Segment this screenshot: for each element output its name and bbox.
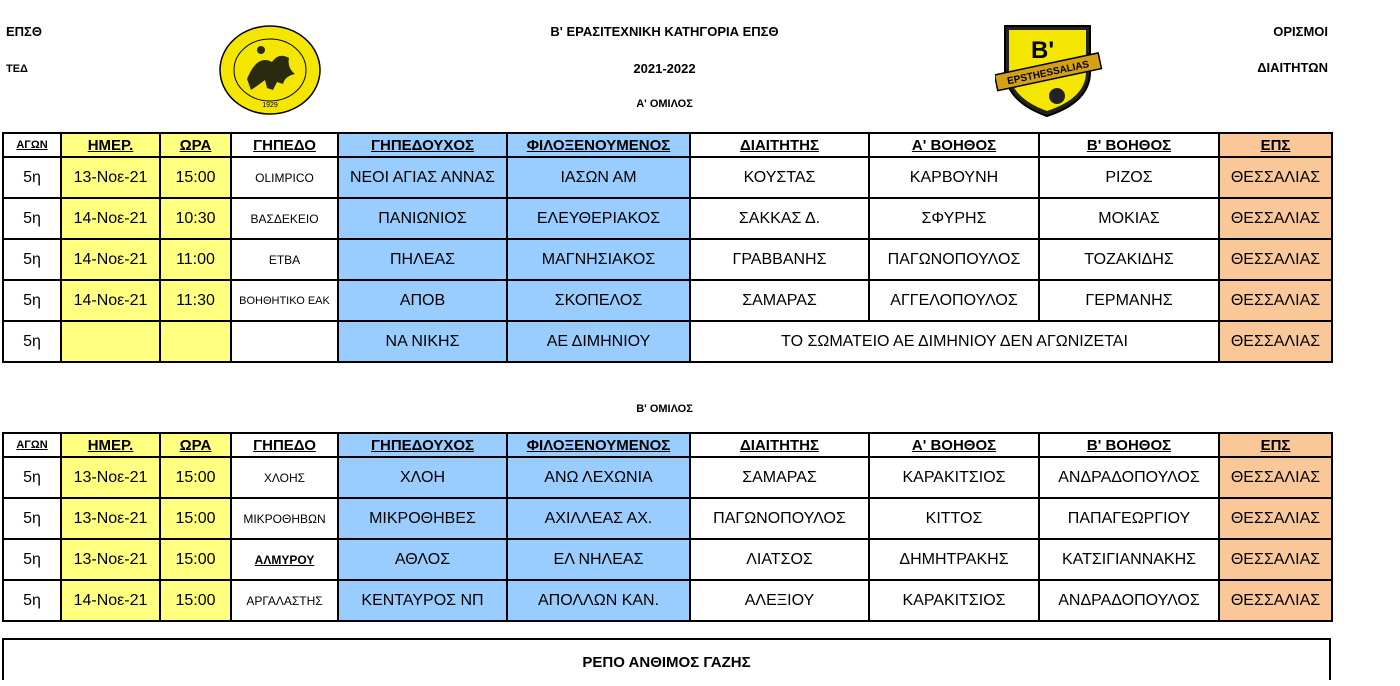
date-cell: 14-Νοε-21 <box>61 580 160 621</box>
date-cell: 13-Νοε-21 <box>61 498 160 539</box>
referees-label: ΔΙΑΙΤΗΤΩΝ <box>1257 60 1328 75</box>
col-header-away: ΦΙΛΟΞΕΝΟΥΜΕΝΟΣ <box>507 433 690 457</box>
assistant2-cell: ΚΑΤΣΙΓΙΑΝΝΑΚΗΣ <box>1039 539 1219 580</box>
col-header-date: ΗΜΕΡ. <box>61 433 160 457</box>
eps-cell: ΘΕΣΣΑΛΙΑΣ <box>1219 198 1332 239</box>
page-title: Β' ΕΡΑΣΙΤΕΧΝΙΚΗ ΚΑΤΗΓΟΡΙΑ ΕΠΣΘ <box>550 24 779 39</box>
assistant1-cell: ΔΗΜΗΤΡΑΚΗΣ <box>869 539 1039 580</box>
table-row <box>3 580 1332 621</box>
venue-cell: OLIMPICO <box>231 157 338 198</box>
venue-cell: ΒΑΣΔΕΚΕΙΟ <box>231 198 338 239</box>
season-label: 2021-2022 <box>633 61 696 76</box>
referee-cell: ΓΡΑΒΒΑΝΗΣ <box>690 239 869 280</box>
table-header-row <box>3 433 1332 457</box>
eps-cell: ΘΕΣΣΑΛΙΑΣ <box>1219 280 1332 321</box>
table-row <box>3 539 1332 580</box>
col-header-time: ΩΡΑ <box>160 433 231 457</box>
date-cell: 14-Νοε-21 <box>61 198 160 239</box>
time-cell-empty <box>160 321 231 362</box>
home-team-cell: ΑΠΟΒ <box>338 280 507 321</box>
col-header-away: ΦΙΛΟΞΕΝΟΥΜΕΝΟΣ <box>507 133 690 157</box>
assistant2-cell: ΑΝΔΡΑΔΟΠΟΥΛΟΣ <box>1039 457 1219 498</box>
col-header-round: ΑΓΩΝ <box>3 433 61 457</box>
col-header-home: ΓΗΠΕΔΟΥΧΟΣ <box>338 433 507 457</box>
round-cell: 5η <box>3 457 61 498</box>
date-cell-empty <box>61 321 160 362</box>
time-cell: 15:00 <box>160 539 231 580</box>
venue-cell: ΑΡΓΑΛΑΣΤΗΣ <box>231 580 338 621</box>
group-b-title: Β' ΟΜΙΛΟΣ <box>636 403 693 415</box>
away-team-cell: ΣΚΟΠΕΛΟΣ <box>507 280 690 321</box>
appointments-label: ΟΡΙΣΜΟΙ <box>1273 24 1328 39</box>
away-team-cell: ΜΑΓΝΗΣΙΑΚΟΣ <box>507 239 690 280</box>
time-cell: 15:00 <box>160 580 231 621</box>
group-a-table <box>2 132 1333 363</box>
assistant1-cell: ΚΙΤΤΟΣ <box>869 498 1039 539</box>
rest-team-note: ΡΕΠΟ ΑΝΘΙΜΟΣ ΓΑΖΗΣ <box>2 638 1331 680</box>
round-cell: 5η <box>3 321 61 362</box>
time-cell: 11:00 <box>160 239 231 280</box>
time-cell: 11:30 <box>160 280 231 321</box>
col-header-assistant2: Β' ΒΟΗΘΟΣ <box>1039 433 1219 457</box>
date-cell: 14-Νοε-21 <box>61 239 160 280</box>
assistant2-cell: ΡΙΖΟΣ <box>1039 157 1219 198</box>
time-cell: 15:00 <box>160 457 231 498</box>
assistant2-cell: ΑΝΔΡΑΔΟΠΟΥΛΟΣ <box>1039 580 1219 621</box>
round-cell: 5η <box>3 498 61 539</box>
assistant2-cell: ΓΕΡΜΑΝΗΣ <box>1039 280 1219 321</box>
time-cell: 15:00 <box>160 498 231 539</box>
date-cell: 14-Νοε-21 <box>61 280 160 321</box>
eps-cell: ΘΕΣΣΑΛΙΑΣ <box>1219 457 1332 498</box>
logo-year: 1929 <box>262 102 278 109</box>
round-cell: 5η <box>3 157 61 198</box>
away-team-cell: ΑΕ ΔΙΜΗΝΙΟΥ <box>507 321 690 362</box>
withdrawal-note: ΤΟ ΣΩΜΑΤΕΙΟ ΑΕ ΔΙΜΗΝΙΟΥ ΔΕΝ ΑΓΩΝΙΖΕΤΑΙ <box>690 321 1219 362</box>
round-cell: 5η <box>3 239 61 280</box>
table-header-row <box>3 133 1332 157</box>
assistant1-cell: ΑΓΓΕΛΟΠΟΥΛΟΣ <box>869 280 1039 321</box>
away-team-cell: ΕΛΕΥΘΕΡΙΑΚΟΣ <box>507 198 690 239</box>
assistant1-cell: ΚΑΡΒΟΥΝΗ <box>869 157 1039 198</box>
col-header-assistant1: Α' ΒΟΗΘΟΣ <box>869 133 1039 157</box>
venue-cell-empty <box>231 321 338 362</box>
home-team-cell: ΝΑ ΝΙΚΗΣ <box>338 321 507 362</box>
col-header-home: ΓΗΠΕΔΟΥΧΟΣ <box>338 133 507 157</box>
time-cell: 10:30 <box>160 198 231 239</box>
round-cell: 5η <box>3 580 61 621</box>
round-cell: 5η <box>3 280 61 321</box>
table-row <box>3 457 1332 498</box>
home-team-cell: ΚΕΝΤΑΥΡΟΣ ΝΠ <box>338 580 507 621</box>
assistant2-cell: ΜΟΚΙΑΣ <box>1039 198 1219 239</box>
assistant2-cell: ΠΑΠΑΓΕΩΡΓΙΟΥ <box>1039 498 1219 539</box>
col-header-eps: ΕΠΣ <box>1219 133 1332 157</box>
referee-cell: ΣΑΚΚΑΣ Δ. <box>690 198 869 239</box>
col-header-date: ΗΜΕΡ. <box>61 133 160 157</box>
venue-cell: ΑΛΜΥΡΟΥ <box>231 539 338 580</box>
eps-cell: ΘΕΣΣΑΛΙΑΣ <box>1219 539 1332 580</box>
col-header-referee: ΔΙΑΙΤΗΤΗΣ <box>690 433 869 457</box>
assistant1-cell: ΚΑΡΑΚΙΤΣΙΟΣ <box>869 580 1039 621</box>
col-header-venue: ΓΗΠΕΔΟ <box>231 433 338 457</box>
eps-cell: ΘΕΣΣΑΛΙΑΣ <box>1219 239 1332 280</box>
col-header-assistant1: Α' ΒΟΗΘΟΣ <box>869 433 1039 457</box>
home-team-cell: ΑΘΛΟΣ <box>338 539 507 580</box>
eps-cell: ΘΕΣΣΑΛΙΑΣ <box>1219 498 1332 539</box>
referee-cell: ΛΙΑΤΣΟΣ <box>690 539 869 580</box>
away-team-cell: ΕΛ ΝΗΛΕΑΣ <box>507 539 690 580</box>
referee-cell: ΠΑΓΩΝΟΠΟΥΛΟΣ <box>690 498 869 539</box>
home-team-cell: ΝΕΟΙ ΑΓΙΑΣ ΑΝΝΑΣ <box>338 157 507 198</box>
referee-cell: ΑΛΕΞΙΟΥ <box>690 580 869 621</box>
federation-abbrev: ΕΠΣΘ <box>6 24 42 39</box>
col-header-round: ΑΓΩΝ <box>3 133 61 157</box>
date-cell: 13-Νοε-21 <box>61 157 160 198</box>
referee-cell: ΣΑΜΑΡΑΣ <box>690 457 869 498</box>
round-cell: 5η <box>3 539 61 580</box>
group-b-table <box>2 432 1333 622</box>
eps-cell: ΘΕΣΣΑΛΙΑΣ <box>1219 580 1332 621</box>
assistant1-cell: ΣΦΥΡΗΣ <box>869 198 1039 239</box>
col-header-assistant2: Β' ΒΟΗΘΟΣ <box>1039 133 1219 157</box>
eps-cell: ΘΕΣΣΑΛΙΑΣ <box>1219 157 1332 198</box>
away-team-cell: ΑΠΟΛΛΩΝ ΚΑΝ. <box>507 580 690 621</box>
assistant1-cell: ΚΑΡΑΚΙΤΣΙΟΣ <box>869 457 1039 498</box>
away-team-cell: ΑΧΙΛΛΕΑΣ ΑΧ. <box>507 498 690 539</box>
table-row <box>3 280 1332 321</box>
eps-cell: ΘΕΣΣΑΛΙΑΣ <box>1219 321 1332 362</box>
group-a-title: Α' ΟΜΙΛΟΣ <box>636 98 693 110</box>
col-header-venue: ΓΗΠΕΔΟ <box>231 133 338 157</box>
table-row-note <box>3 321 1332 362</box>
home-team-cell: ΜΙΚΡΟΘΗΒΕΣ <box>338 498 507 539</box>
venue-cell: ΕΤΒΑ <box>231 239 338 280</box>
logo-letter: B' <box>1031 37 1055 64</box>
round-cell: 5η <box>3 198 61 239</box>
away-team-cell: ΑΝΩ ΛΕΧΩΝΙΑ <box>507 457 690 498</box>
time-cell: 15:00 <box>160 157 231 198</box>
table-row <box>3 157 1332 198</box>
referee-cell: ΚΟΥΣΤΑΣ <box>690 157 869 198</box>
col-header-referee: ΔΙΑΙΤΗΤΗΣ <box>690 133 869 157</box>
assistant1-cell: ΠΑΓΩΝΟΠΟΥΛΟΣ <box>869 239 1039 280</box>
venue-cell: ΧΛΟΗΣ <box>231 457 338 498</box>
date-cell: 13-Νοε-21 <box>61 457 160 498</box>
away-team-cell: ΙΑΣΩΝ ΑΜ <box>507 157 690 198</box>
home-team-cell: ΧΛΟΗ <box>338 457 507 498</box>
home-team-cell: ΠΑΝΙΩΝΙΟΣ <box>338 198 507 239</box>
table-row <box>3 239 1332 280</box>
assistant2-cell: ΤΟΖΑΚΙΔΗΣ <box>1039 239 1219 280</box>
home-team-cell: ΠΗΛΕΑΣ <box>338 239 507 280</box>
date-cell: 13-Νοε-21 <box>61 539 160 580</box>
committee-abbrev: ΤΕΔ <box>6 63 28 75</box>
col-header-time: ΩΡΑ <box>160 133 231 157</box>
venue-cell: ΜΙΚΡΟΘΗΒΩΝ <box>231 498 338 539</box>
referee-cell: ΣΑΜΑΡΑΣ <box>690 280 869 321</box>
table-row <box>3 498 1332 539</box>
venue-cell: ΒΟΗΘΗΤΙΚΟ ΕΑΚ <box>231 280 338 321</box>
table-row <box>3 198 1332 239</box>
logo-banner-text: EPSTHESSALIAS <box>1006 59 1091 88</box>
col-header-eps: ΕΠΣ <box>1219 433 1332 457</box>
